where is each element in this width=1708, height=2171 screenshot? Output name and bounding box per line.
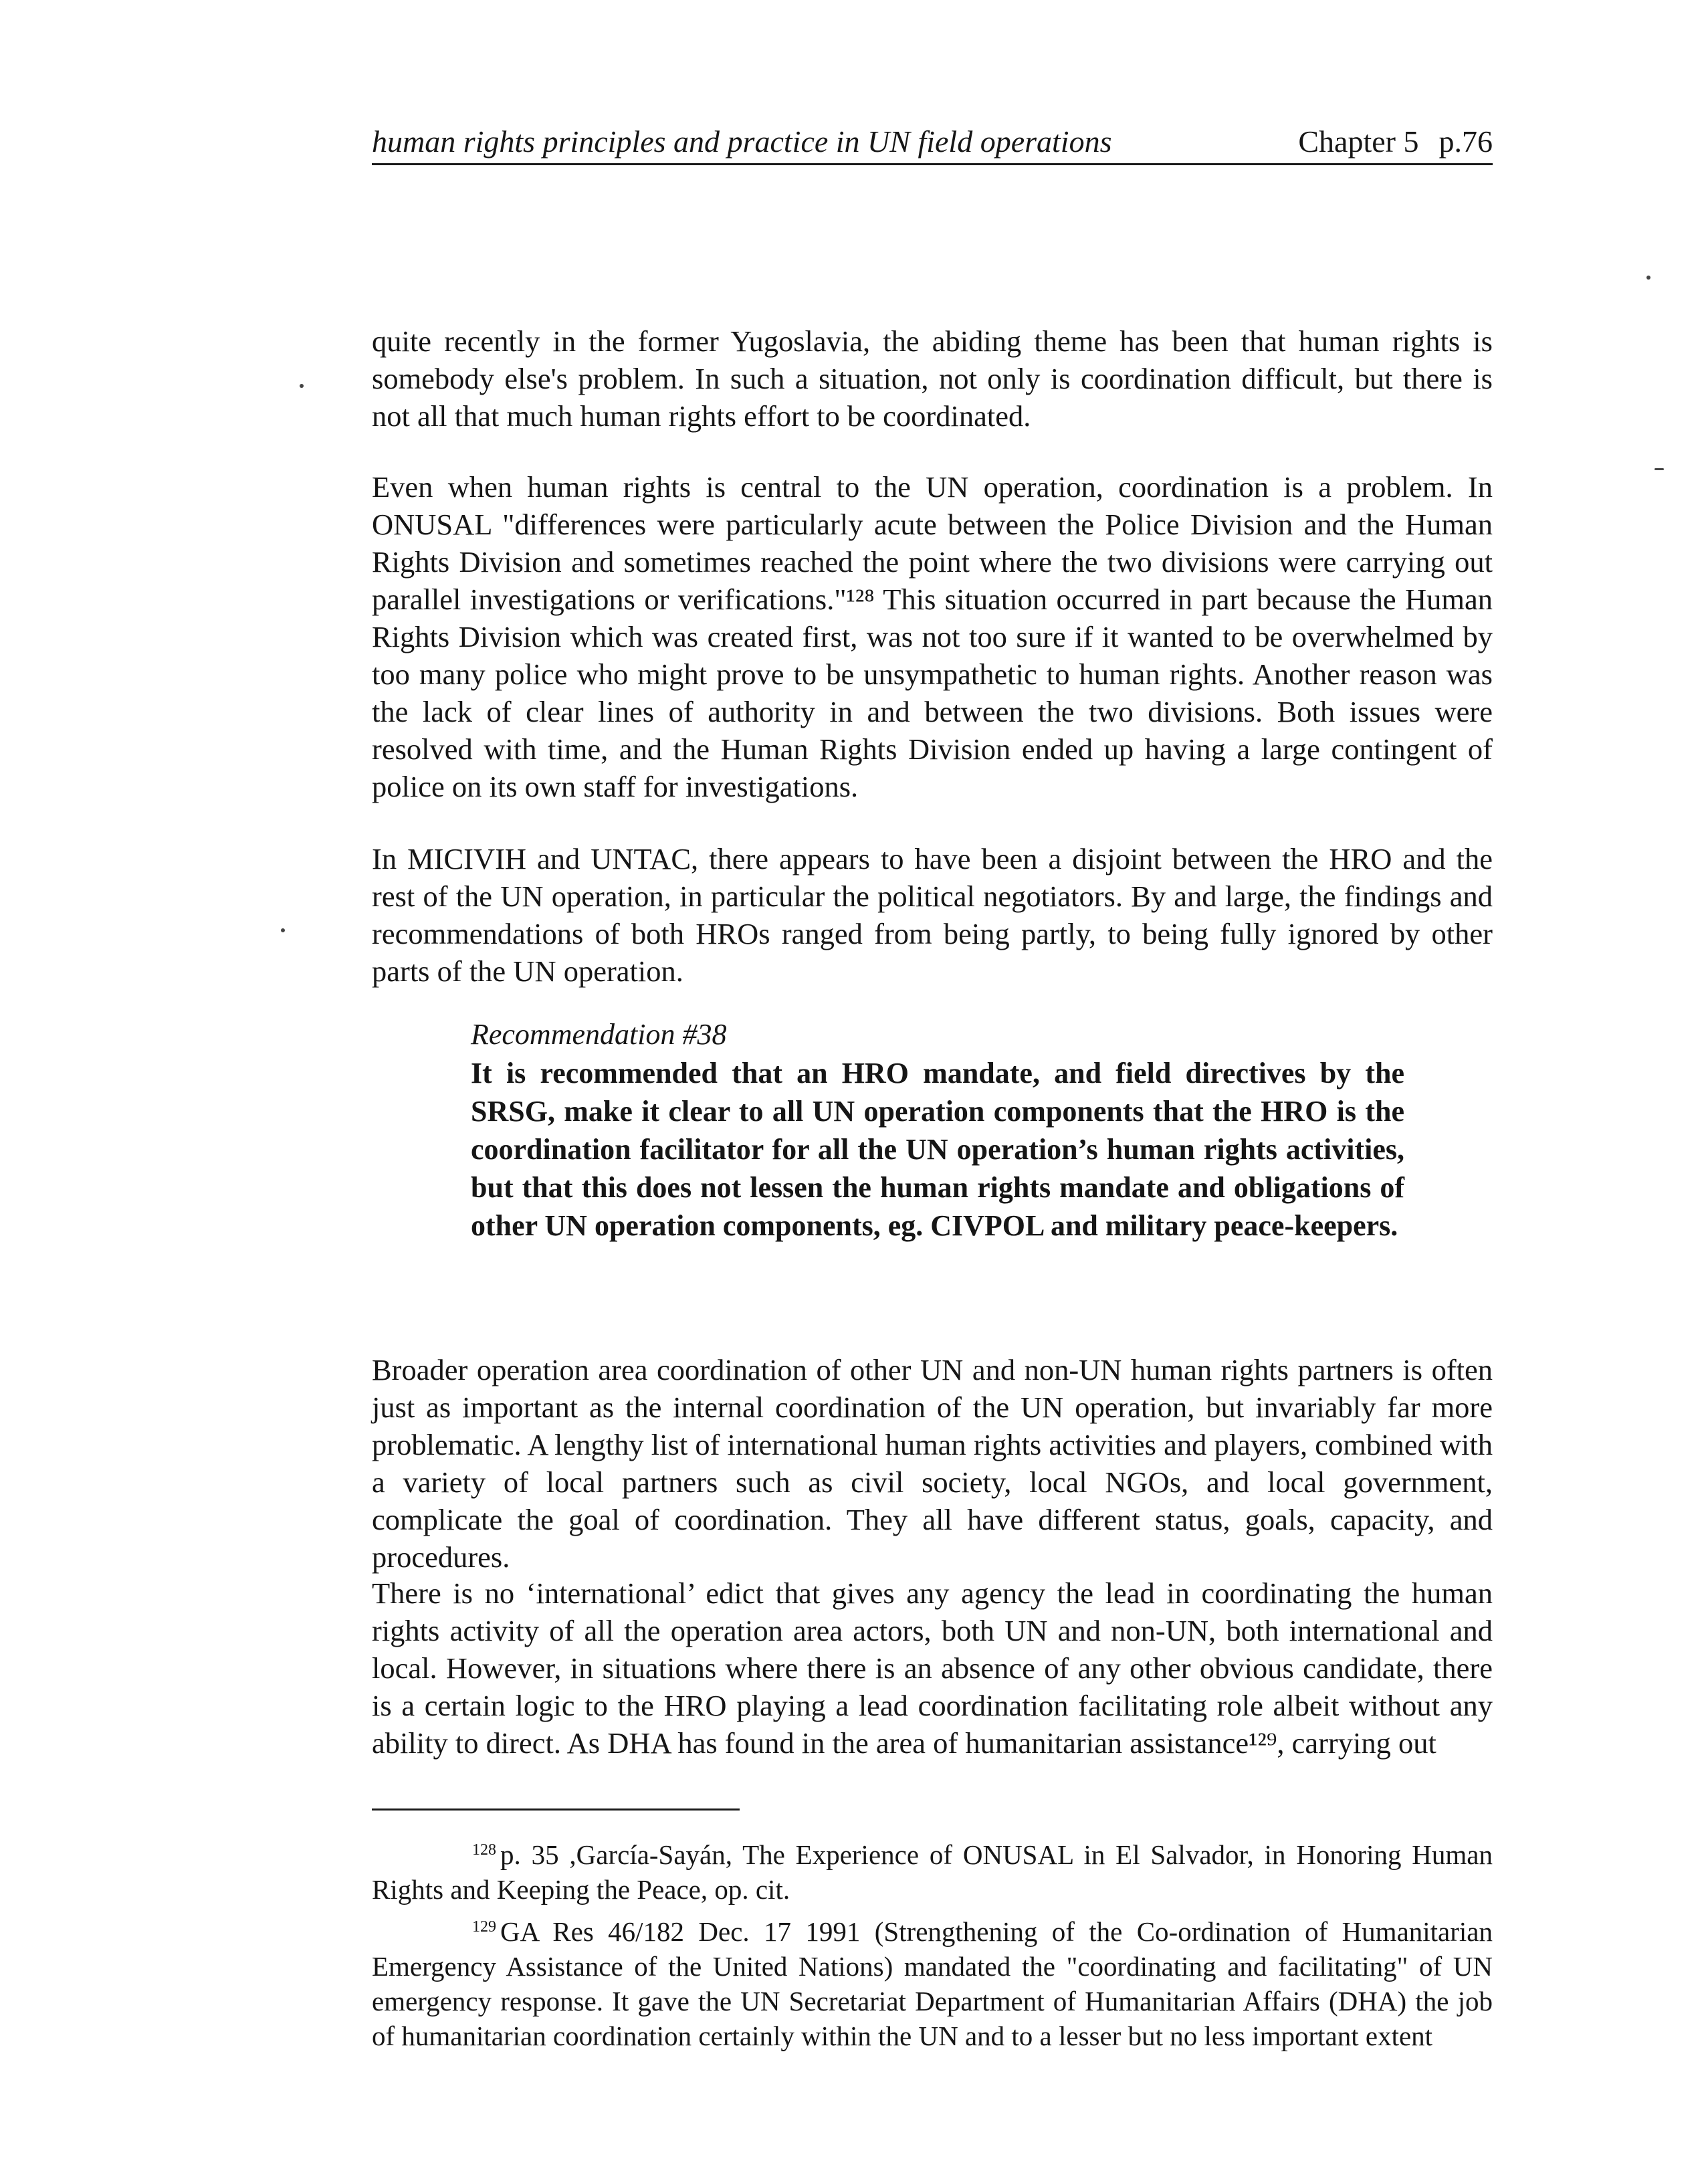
footnote-number: 128 (472, 1841, 496, 1859)
paragraph-3: In MICIVIH and UNTAC, there appears to have been a disjoint between the HRO and the rest of the UN operation, in particular the political negotiators. By and large, the findings and recommendations of both HROs ranged from being partly, to being fully ignored by other parts of the UN operation. (372, 842, 1493, 988)
footnote-text: p. 35 ,García-Sayán, The Experience of ONUSAL in El Salvador, in Honoring Human Rights and Keeping the Peace, op. cit. (372, 1839, 1493, 1905)
footnote-text: GA Res 46/182 Dec. 17 1991 (Strengthening of the Co-ordination of Humanitarian Emergency Assistance of the United Nations) mandated the "coordinating and facilitating" of UN emergency response. It gave the UN Secretariat Department of Humanitarian Affairs (DHA) the job of humanitarian coordination certainly within the UN and to a lesser but no less important extent (372, 1916, 1493, 2051)
footnote-129 (372, 1909, 1493, 2053)
scan-speck (281, 928, 285, 932)
footnote-128 (372, 1833, 1493, 1907)
recommendation-body: It is recommended that an HRO mandate, and field directives by the SRSG, make it clear to all UN operation components that the HRO is the coordination facilitator for all the UN operation’s human rights activities, but that this does not lessen the human rights mandate and obligations of other UN operation components, eg. CIVPOL and military peace-keepers. (471, 1057, 1404, 1242)
header-title: human rights principles and practice in UN field operations (372, 124, 1112, 159)
recommendation-title: Recommendation #38 (471, 1018, 727, 1051)
header-chapter: Chapter 5 (1298, 124, 1419, 159)
footnote-number: 129 (472, 1918, 496, 1936)
footnote-separator (372, 1808, 740, 1811)
paragraph-5: There is no ‘international’ edict that gives any agency the lead in coordinating the human rights activity of all the operation area actors, both UN and non-UN, both international and local. However, in situations where there is an absence of any other obvious candidate, there is a certain logic to the HRO playing a lead coordination facilitating role albeit without any ability to direct. As DHA has found in the area of humanitarian assistance¹²⁹, carrying out (372, 1576, 1493, 1760)
paragraph-2: Even when human rights is central to the UN operation, coordination is a problem. In ONUSAL "differences were particularly acute between the Police Division and the Human Rights Division and sometimes reached the point where the two divisions were carrying out parallel investigations or verifications."¹²⁸ This situation occurred in part because the Human Rights Division which was created first, was not too sure if it wanted to be overwhelmed by too many police who might prove to be unsympathetic to human rights. Another reason was the lack of clear lines of authority in and between the two divisions. Both issues were resolved with time, and the Human Rights Division ended up having a large contingent of police on its own staff for investigations. (372, 470, 1493, 803)
recommendation-block (471, 1015, 1404, 1245)
footnotes (372, 1833, 1493, 2056)
paragraph-1: quite recently in the former Yugoslavia, the abiding theme has been that human rights is somebody else's problem. In such a situation, not only is coordination difficult, but there is not all that much human rights effort to be coordinated. (372, 324, 1493, 433)
scan-speck (300, 384, 304, 388)
scan-speck (1646, 276, 1650, 280)
scan-speck (1654, 468, 1664, 470)
header-page-info (1278, 120, 1493, 163)
paragraph-4: Broader operation area coordination of other UN and non-UN human rights partners is often just as important as the internal coordination of the UN operation, but invariably far more problematic. A lengthy list of international human rights activities and players, combined with a variety of local partners such as civil society, local NGOs, and local government, complicate the goal of coordination. They all have different status, goals, capacity, and procedures. (372, 1353, 1493, 1574)
running-header (372, 120, 1493, 165)
header-page-number: p.76 (1438, 124, 1493, 159)
